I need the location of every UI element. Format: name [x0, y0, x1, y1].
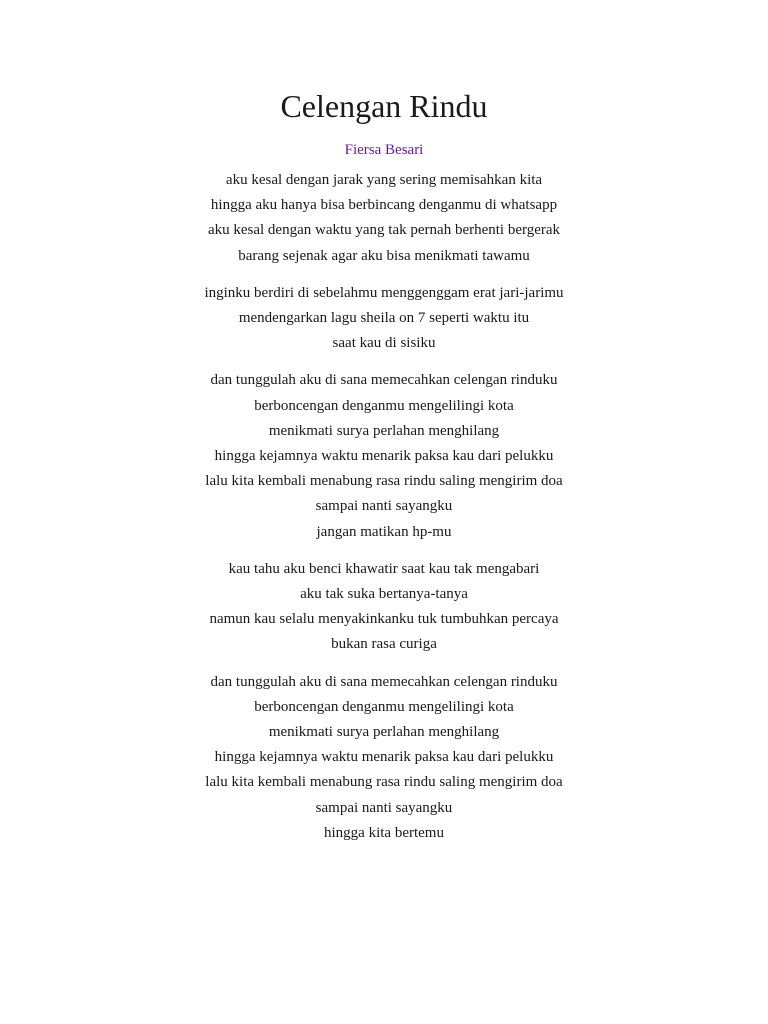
lyric-line: hingga kejamnya waktu menarik paksa kau dari pelukku [214, 448, 554, 465]
song-artist: Fiersa Besari [344, 142, 424, 158]
lyrics-body [0, 168, 768, 858]
stanza-1 [0, 168, 768, 269]
lyric-line: dan tunggulah aku di sana memecahkan celengan rinduku [210, 673, 558, 690]
lyric-line: saat kau di sisiku [332, 335, 436, 352]
lyric-line: aku tak suka bertanya-tanya [300, 586, 468, 603]
lyric-line: hingga kejamnya waktu menarik paksa kau dari pelukku [214, 749, 554, 766]
lyric-line: dan tunggulah aku di sana memecahkan celengan rinduku [210, 372, 558, 389]
lyric-line: lalu kita kembali menabung rasa rindu saling mengirim doa [205, 473, 563, 490]
lyric-line: menikmati surya perlahan menghilang [268, 724, 500, 741]
lyric-line: sampai nanti sayangku [315, 498, 453, 515]
lyric-line: barang sejenak agar aku bisa menikmati tawamu [238, 247, 530, 264]
stanza-4 [0, 557, 768, 658]
stanza-3 [0, 368, 768, 544]
lyric-line: namun kau selalu menyakinkanku tuk tumbuhkan percaya [209, 611, 559, 628]
lyric-line: hingga aku hanya bisa berbincang denganmu di whatsapp [210, 197, 558, 214]
lyric-line: berboncengan denganmu mengelilingi kota [254, 397, 514, 414]
lyric-line: lalu kita kembali menabung rasa rindu saling mengirim doa [205, 774, 563, 791]
lyric-line: berboncengan denganmu mengelilingi kota [254, 698, 514, 715]
lyric-line: hingga kita bertemu [324, 824, 444, 841]
stanza-2 [0, 281, 768, 357]
lyric-line: mendengarkan lagu sheila on 7 seperti waktu itu [238, 310, 530, 327]
lyric-line: kau tahu aku benci khawatir saat kau tak mengabari [228, 560, 540, 577]
song-title: Celengan Rindu [280, 88, 488, 124]
stanza-5 [0, 670, 768, 846]
lyric-line: jangan matikan hp-mu [316, 523, 452, 540]
lyric-line: sampai nanti sayangku [315, 799, 453, 816]
lyric-line: menikmati surya perlahan menghilang [268, 422, 500, 439]
lyric-line: aku kesal dengan jarak yang sering memisahkan kita [225, 172, 543, 188]
lyric-line: bukan rasa curiga [331, 636, 437, 653]
lyric-line: aku kesal dengan waktu yang tak pernah berhenti bergerak [207, 222, 561, 239]
lyric-line: inginku berdiri di sebelahmu menggenggam erat jari-jarimu [204, 284, 564, 301]
